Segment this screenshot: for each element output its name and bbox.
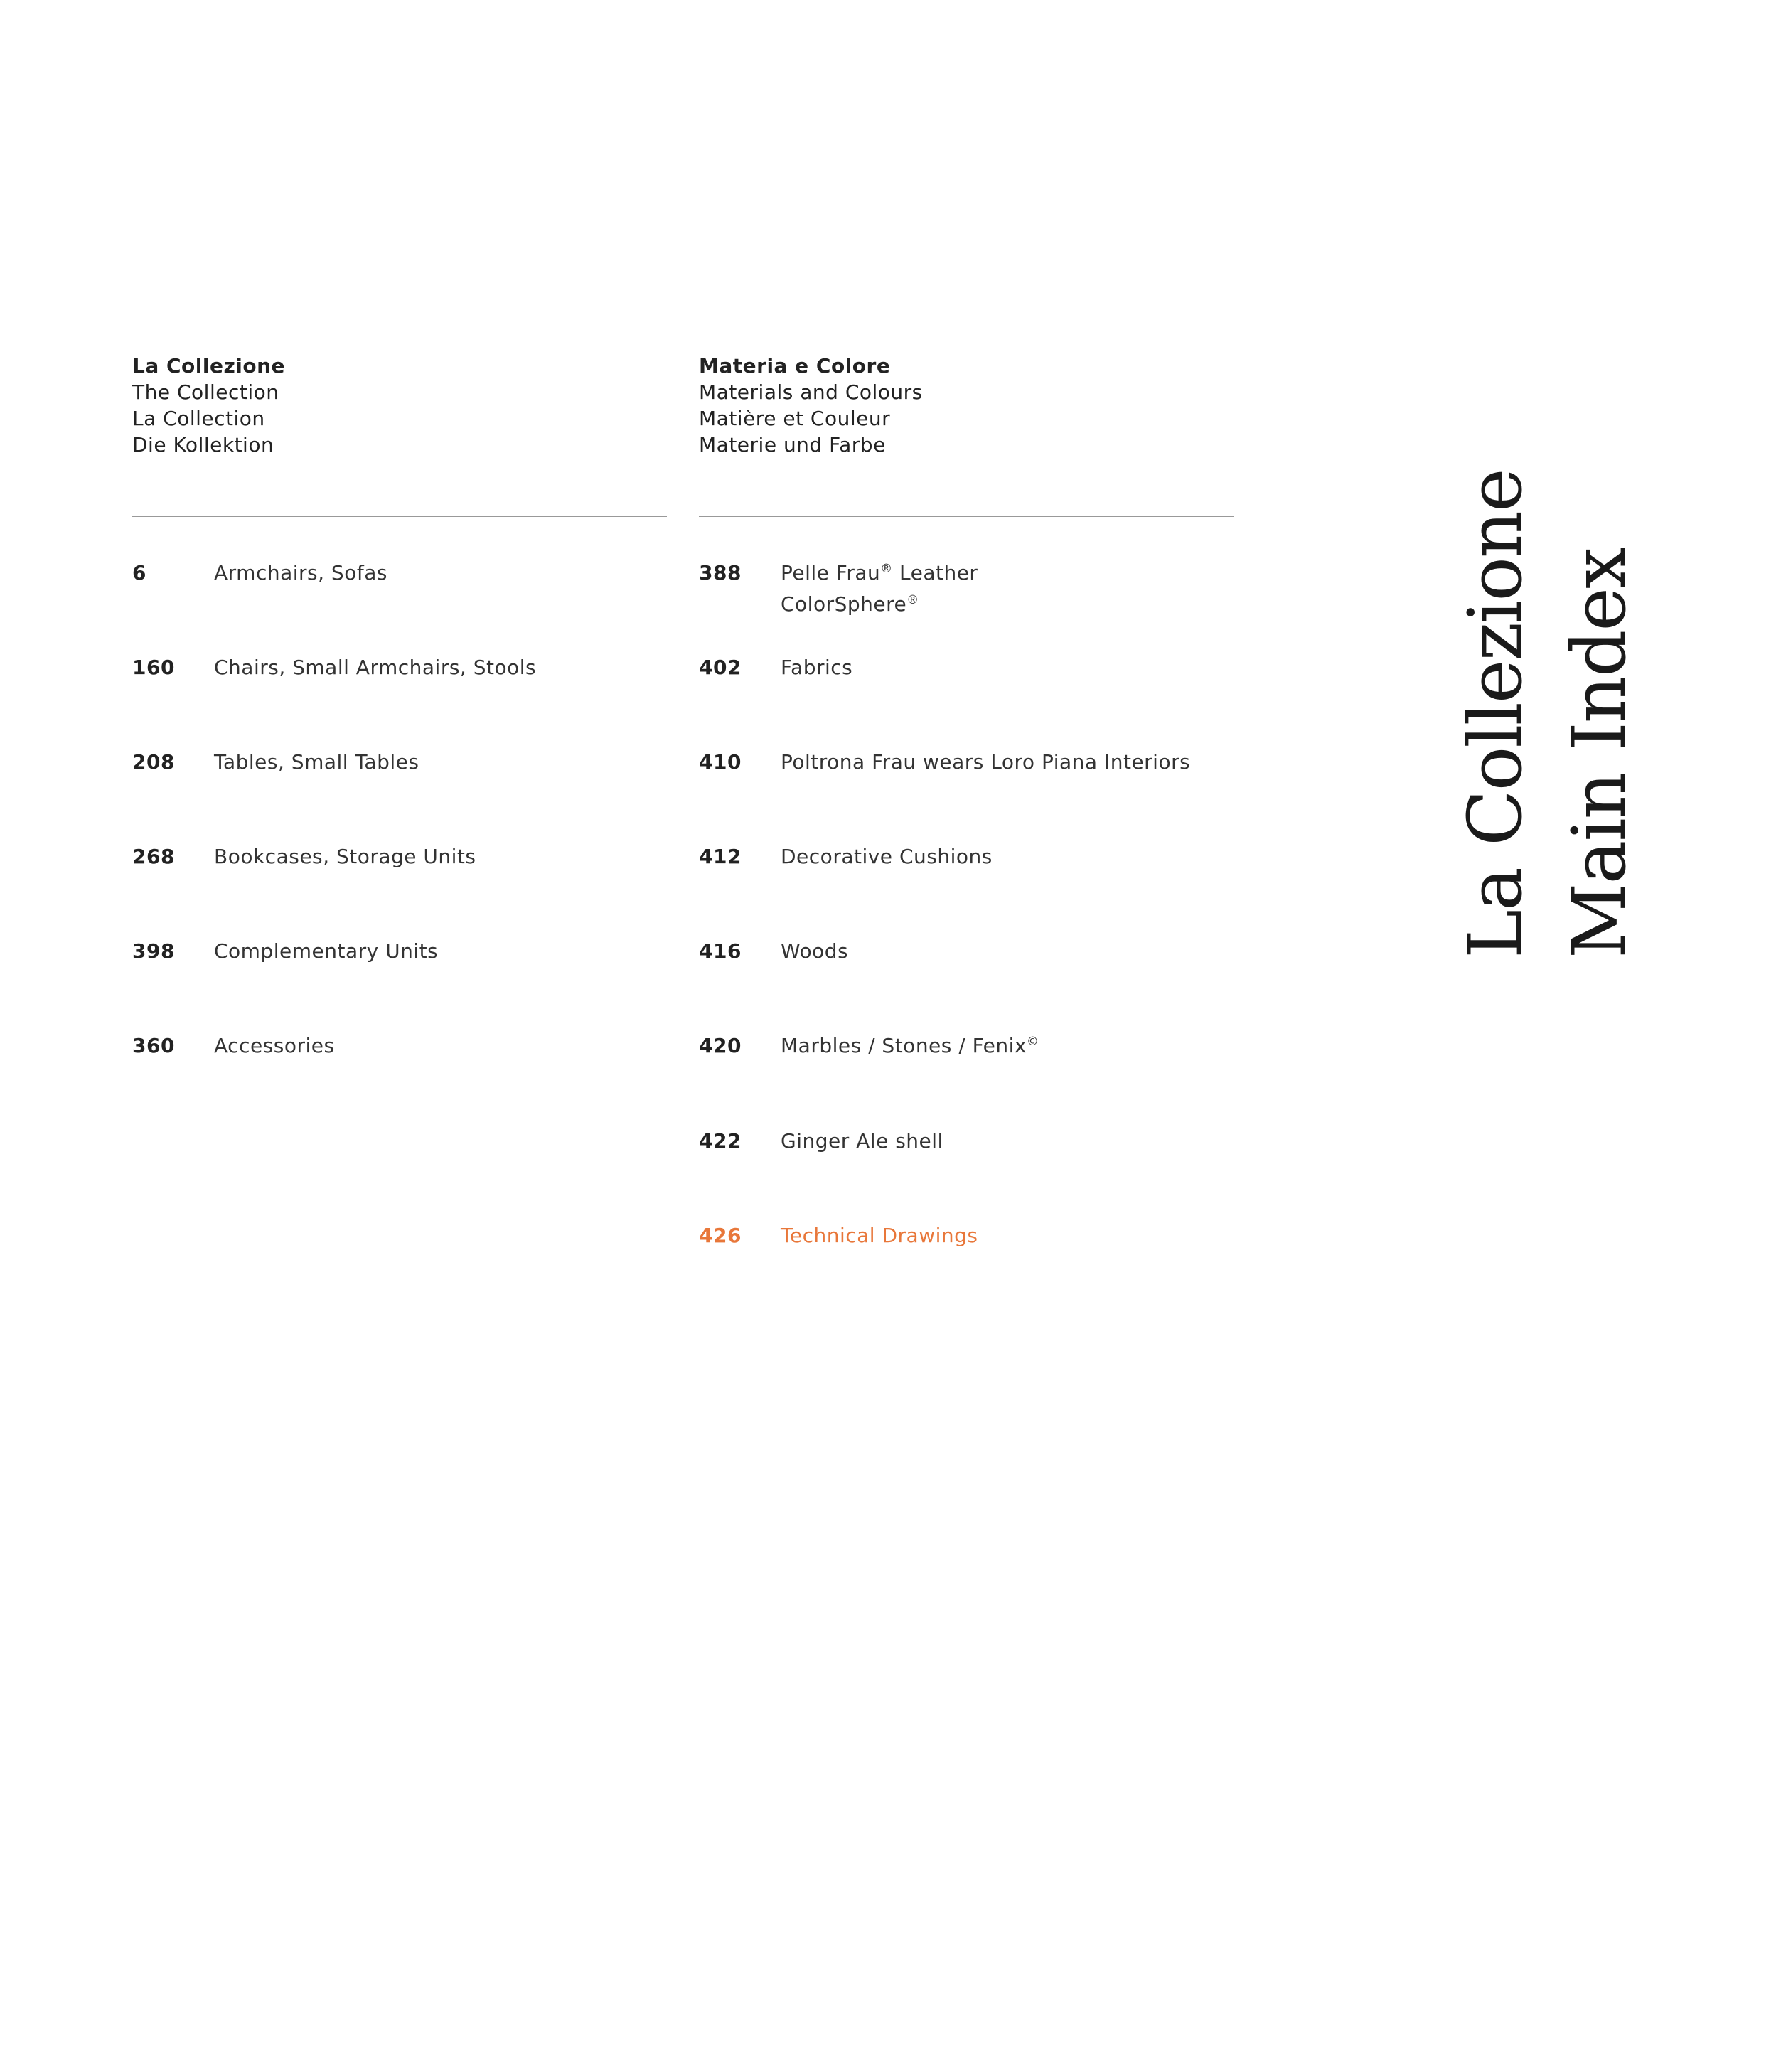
page-number: 398 [132,939,175,963]
materials-heading-de: Materie und Farbe [699,433,886,456]
page-number: 412 [699,845,742,868]
page-number: 420 [699,1034,742,1057]
page-number: 208 [132,750,175,774]
collection-heading-en: The Collection [132,380,279,404]
side-title-line2: Main Index [1556,548,1642,958]
collection-heading [132,353,667,458]
entry-label: Ginger Ale shell [781,1129,943,1153]
page-number: 402 [699,656,742,679]
entry-sublabel [781,589,978,620]
collection-heading-de: Die Kollektion [132,433,274,456]
entry-label-text: Marbles / Stones / Fenix [781,1034,1027,1057]
registered-mark: ® [880,560,893,575]
entry-label-text-cont: Leather [892,561,978,584]
side-title [1443,469,1642,958]
page-number: 388 [699,561,742,584]
collection-column [132,353,667,1057]
page-number: 360 [132,1034,175,1057]
page-number: 160 [132,656,175,679]
materials-heading-fr: Matière et Couleur [699,407,891,430]
side-title-line1: La Collezione [1452,469,1539,958]
entry-label [781,557,978,620]
entry-label: Woods [781,939,849,963]
materials-heading-en: Materials and Colours [699,380,923,404]
page-number: 416 [699,939,742,963]
registered-mark: ® [906,592,919,607]
page-number: 426 [699,1224,742,1247]
entry-label: Bookcases, Storage Units [214,845,476,868]
entry-label: Complementary Units [214,939,439,963]
collection-heading-title: La Collezione [132,354,286,378]
page-number: 6 [132,561,146,584]
entry-label: Fabrics [781,656,853,679]
page-number: 410 [699,750,742,774]
entry-label: Poltrona Frau wears Loro Piana Interiors [781,750,1191,774]
entry-label: Accessories [214,1034,335,1057]
entry-label-text: Pelle Frau [781,561,881,584]
page-number: 422 [699,1129,742,1153]
collection-divider [132,516,667,517]
entry-sublabel-text: ColorSphere [781,592,907,616]
entry-label [781,1030,1039,1062]
entry-label: Armchairs, Sofas [214,561,387,584]
entry-label: Chairs, Small Armchairs, Stools [214,656,537,679]
materials-heading [699,353,1234,458]
collection-heading-fr: La Collection [132,407,265,430]
materials-divider [699,516,1234,517]
materials-heading-title: Materia e Colore [699,354,891,378]
entry-label: Technical Drawings [781,1224,978,1247]
copyright-mark: © [1027,1033,1039,1048]
materials-column [699,353,1234,1247]
page-number: 268 [132,845,175,868]
entry-label: Decorative Cushions [781,845,993,868]
entry-label: Tables, Small Tables [214,750,419,774]
